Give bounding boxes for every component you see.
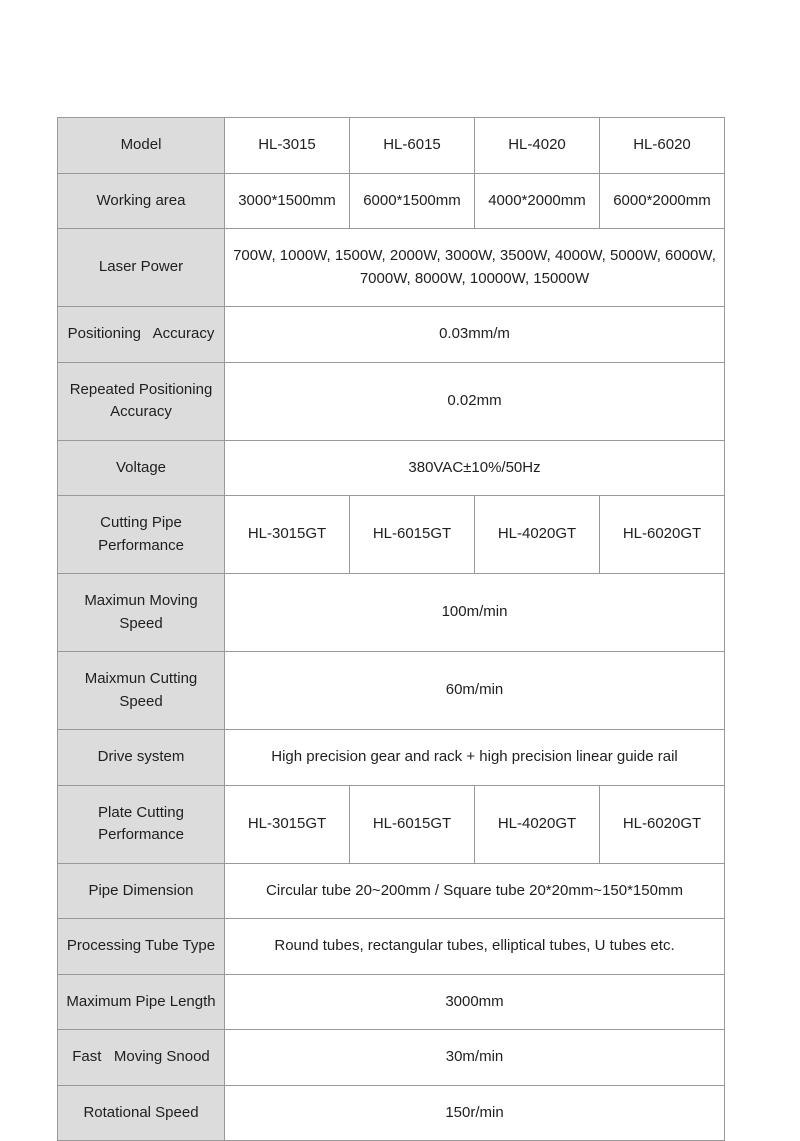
table-row: [58, 118, 725, 174]
table-row: [58, 362, 725, 440]
spec-cell: 4000*2000mm: [475, 173, 600, 229]
table-row: [58, 1030, 725, 1086]
table-row: [58, 307, 725, 363]
spec-cell: HL-6015GT: [350, 496, 475, 574]
spec-cell: HL-4020GT: [475, 496, 600, 574]
spec-cell: HL-6020GT: [600, 785, 725, 863]
row-label: Processing Tube Type: [58, 919, 225, 975]
row-label: Working area: [58, 173, 225, 229]
row-label: Voltage: [58, 440, 225, 496]
spec-cell: HL-6020: [600, 118, 725, 174]
table-row: [58, 440, 725, 496]
spec-cell: HL-3015GT: [225, 496, 350, 574]
spec-cell: HL-3015: [225, 118, 350, 174]
spec-cell: 3000*1500mm: [225, 173, 350, 229]
spec-cell: 100m/min: [225, 574, 725, 652]
row-label: Maximum Pipe Length: [58, 974, 225, 1030]
spec-cell: HL-6015GT: [350, 785, 475, 863]
row-label: Rotational Speed: [58, 1085, 225, 1141]
spec-cell: 3000mm: [225, 974, 725, 1030]
spec-cell: HL-6015: [350, 118, 475, 174]
row-label: Repeated Positioning Accuracy: [58, 362, 225, 440]
table-row: [58, 229, 725, 307]
row-label: Cutting Pipe Performance: [58, 496, 225, 574]
table-row: [58, 974, 725, 1030]
spec-cell: 0.02mm: [225, 362, 725, 440]
spec-table-body: [58, 118, 725, 1141]
row-label: Laser Power: [58, 229, 225, 307]
spec-table: [57, 117, 725, 1141]
spec-cell: 380VAC±10%/50Hz: [225, 440, 725, 496]
spec-cell: HL-4020GT: [475, 785, 600, 863]
spec-cell: HL-6020GT: [600, 496, 725, 574]
spec-cell: 6000*1500mm: [350, 173, 475, 229]
row-label: Plate Cutting Performance: [58, 785, 225, 863]
spec-cell: 30m/min: [225, 1030, 725, 1086]
row-label: Drive system: [58, 730, 225, 786]
table-row: [58, 574, 725, 652]
spec-cell: Round tubes, rectangular tubes, elliptical tubes, U tubes etc.: [225, 919, 725, 975]
spec-cell: 0.03mm/m: [225, 307, 725, 363]
table-row: [58, 1085, 725, 1141]
spec-cell: 6000*2000mm: [600, 173, 725, 229]
spec-cell: High precision gear and rack + high precision linear guide rail: [225, 730, 725, 786]
spec-cell: Circular tube 20~200mm / Square tube 20*20mm~150*150mm: [225, 863, 725, 919]
row-label: Maixmun Cutting Speed: [58, 652, 225, 730]
table-row: [58, 173, 725, 229]
spec-cell: 60m/min: [225, 652, 725, 730]
spec-cell: HL-4020: [475, 118, 600, 174]
table-row: [58, 730, 725, 786]
row-label: Model: [58, 118, 225, 174]
row-label: Pipe Dimension: [58, 863, 225, 919]
spec-cell: 150r/min: [225, 1085, 725, 1141]
row-label: Maximun Moving Speed: [58, 574, 225, 652]
table-row: [58, 785, 725, 863]
spec-cell: 700W, 1000W, 1500W, 2000W, 3000W, 3500W, 4000W, 5000W, 6000W, 7000W, 8000W, 10000W, 15000W: [225, 229, 725, 307]
row-label: Positioning Accuracy: [58, 307, 225, 363]
table-row: [58, 496, 725, 574]
table-row: [58, 919, 725, 975]
table-row: [58, 652, 725, 730]
spec-cell: HL-3015GT: [225, 785, 350, 863]
row-label: Fast Moving Snood: [58, 1030, 225, 1086]
table-row: [58, 863, 725, 919]
